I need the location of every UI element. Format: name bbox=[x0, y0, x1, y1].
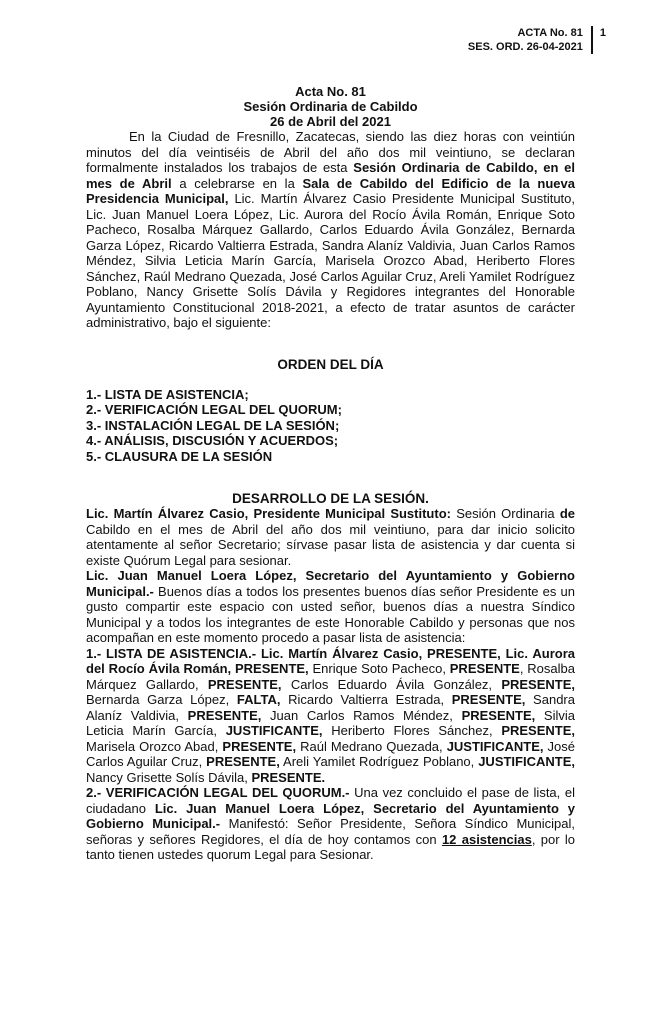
title-session-type: Sesión Ordinaria de Cabildo bbox=[243, 99, 418, 114]
verificacion-quorum-paragraph: 2.- VERIFICACIÓN LEGAL DEL QUORUM.- Una vez concluido el pase de lista, el ciudadano Lic. Juan Manuel Loera López, Secretario del Ayuntamiento y Gobierno Municipal.- Manifestó: Señor Presidente, Señora Síndico Municipal, señoras y señores Regidores, el día de hoy contamos con 12 asistencias, por lo tanto tienen ustedes quorum Legal para Sesionar. bbox=[86, 785, 576, 862]
orden-item-5: 5.- CLAUSURA DE LA SESIÓN bbox=[86, 448, 273, 464]
desarrollo-heading: DESARROLLO DE LA SESIÓN. bbox=[232, 491, 429, 506]
orden-item-1: 1.- LISTA DE ASISTENCIA; bbox=[86, 386, 249, 402]
orden-del-dia-list bbox=[86, 387, 575, 465]
page-number: 1 bbox=[599, 27, 606, 39]
orden-del-dia-heading: ORDEN DEL DÍA bbox=[277, 356, 384, 372]
opening-paragraph: En la Ciudad de Fresnillo, Zacatecas, siendo las diez horas con veintiún minutos del día veintiséis de Abril del año dos mil veintiuno, se declaran formalmente instalados los trabajos de esta Sesión Ordinaria de Cabildo, en el mes de Abril a celebrarse en la Sala de Cabildo del Edificio de la nueva Presidencia Municipal, Lic. Martín Álvarez Casio Presidente Municipal Sustituto, Lic. Juan Manuel Loera López, Lic. Aurora del Rocío Ávila Román, Enrique Soto Pacheco, Rosalba Márquez Gallardo, Carlos Eduardo Ávila González, Bernarda Garza López, Ricardo Valtierra Estrada, Sandra Alaníz Valdivia, Juan Carlos Ramos Méndez, Silvia Leticia Marín García, Marisela Orozco Abad, Heriberto Flores Sánchez, Raúl Medrano Quezada, José Carlos Aguilar Cruz, Areli Yamilet Rodríguez Poblano, Nancy Grisette Solís Dávila y Regidores integrantes del Honorable Ayuntamiento Constitucional 2018-2021, a efecto de tratar asuntos de carácter administrativo, bajo el siguiente: bbox=[86, 129, 576, 330]
header-acta-number: ACTA No. 81 bbox=[517, 27, 583, 39]
orden-item-2: 2.- VERIFICACIÓN LEGAL DEL QUORUM; bbox=[86, 402, 342, 417]
secretario-paragraph: Lic. Juan Manuel Loera López, Secretario del Ayuntamiento y Gobierno Municipal.- Buenos días a todos los presentes buenos días señor Presidente es un gusto compartir este espacio con usted señor, buenos días a nuestra Síndico Municipal y a todos los integrantes de este Honorable Cabildo y personas que nos acompañan en este momento procedo a pasar lista de asistencia: bbox=[86, 568, 575, 645]
title-acta-number: Acta No. 81 bbox=[295, 84, 366, 99]
lista-asistencia-paragraph: 1.- LISTA DE ASISTENCIA.- Lic. Martín Álvarez Casio, PRESENTE, Lic. Aurora del Rocío Ávila Román, PRESENTE, Enrique Soto Pacheco, PRESENTE, Rosalba Márquez Gallardo, PRESENTE, Carlos Eduardo Ávila González, PRESENTE, Bernarda Garza López, FALTA, Ricardo Valtierra Estrada, PRESENTE, Sandra Alaníz Valdivia, PRESENTE, Juan Carlos Ramos Méndez, PRESENTE, Silvia Leticia Marín García, JUSTIFICANTE, Heriberto Flores Sánchez, PRESENTE, Marisela Orozco Abad, PRESENTE, Raúl Medrano Quezada, JUSTIFICANTE, José Carlos Aguilar Cruz, PRESENTE, Areli Yamilet Rodríguez Poblano, JUSTIFICANTE, Nancy Grisette Solís Dávila, PRESENTE. bbox=[86, 645, 575, 785]
page-header bbox=[468, 26, 606, 54]
orden-item-3: 3.- INSTALACIÓN LEGAL DE LA SESIÓN; bbox=[86, 417, 340, 433]
presidente-paragraph: Lic. Martín Álvarez Casio, Presidente Municipal Sustituto: Sesión Ordinaria de Cabildo en el mes de Abril del año dos mil veintiuno, para dar inicio solicito atentamente al señor Secretario; sírvase pasar lista de asistencia y dar cuenta si existe Quórum Legal para sesionar. bbox=[86, 506, 575, 568]
orden-item-4: 4.- ANÁLISIS, DISCUSIÓN Y ACUERDOS; bbox=[86, 433, 339, 448]
title-date: 26 de Abril del 2021 bbox=[270, 114, 391, 129]
header-text-block bbox=[468, 26, 589, 54]
header-session-date: SES. ORD. 26-04-2021 bbox=[467, 41, 583, 53]
document-title bbox=[86, 84, 575, 129]
